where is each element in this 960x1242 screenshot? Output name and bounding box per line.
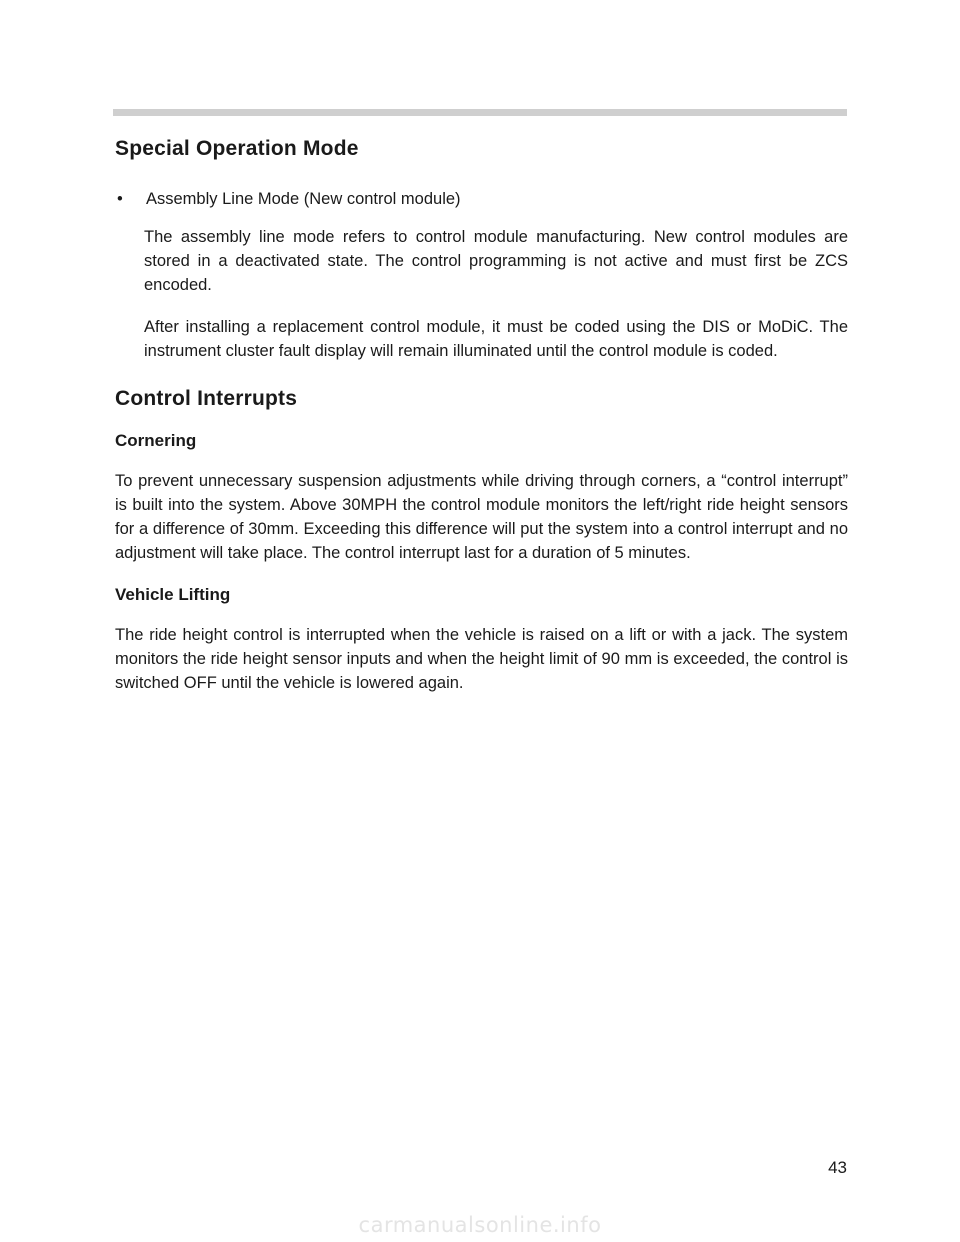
bullet-label: Assembly Line Mode (New control module): [146, 190, 461, 208]
assembly-line-paragraph-2: After installing a replacement control module, it must be coded using the DIS or MoDiC. The instrument cluster fault display will remain illuminated until the control module is coded.: [144, 318, 848, 360]
assembly-line-paragraph-1: The assembly line mode refers to control module manufacturing. New control modules are stored in a deactivated state. The control programming is not active and must first be ZCS encoded.: [144, 228, 848, 294]
bullet-dot-icon: •: [117, 190, 123, 208]
bullet-item: [115, 187, 848, 211]
section-title-control-interrupts: Control Interrupts: [115, 387, 298, 410]
subsection-title-vehicle-lifting: Vehicle Lifting: [115, 585, 231, 604]
cornering-paragraph: To prevent unnecessary suspension adjustments while driving through corners, a “control interrupt” is built into the system. Above 30MPH the control module monitors the left/right ride height sensors for a difference of 30mm. Exceeding this difference will put the system into a control interrupt and no adjustment will take place. The control interrupt last for a duration of 5 minutes.: [115, 472, 848, 562]
section-title-special-operation-mode: Special Operation Mode: [115, 137, 359, 160]
page-number: 43: [828, 1158, 847, 1177]
watermark: carmanualsonline.info: [358, 1213, 602, 1237]
subsection-title-cornering: Cornering: [115, 431, 197, 450]
vehicle-lifting-paragraph: The ride height control is interrupted when the vehicle is raised on a lift or with a jack. The system monitors the ride height sensor inputs and when the height limit of 90 mm is exceeded, the control is switched OFF until the vehicle is lowered again.: [115, 626, 848, 692]
page-content: [115, 137, 848, 715]
top-divider-rule: [113, 109, 847, 116]
